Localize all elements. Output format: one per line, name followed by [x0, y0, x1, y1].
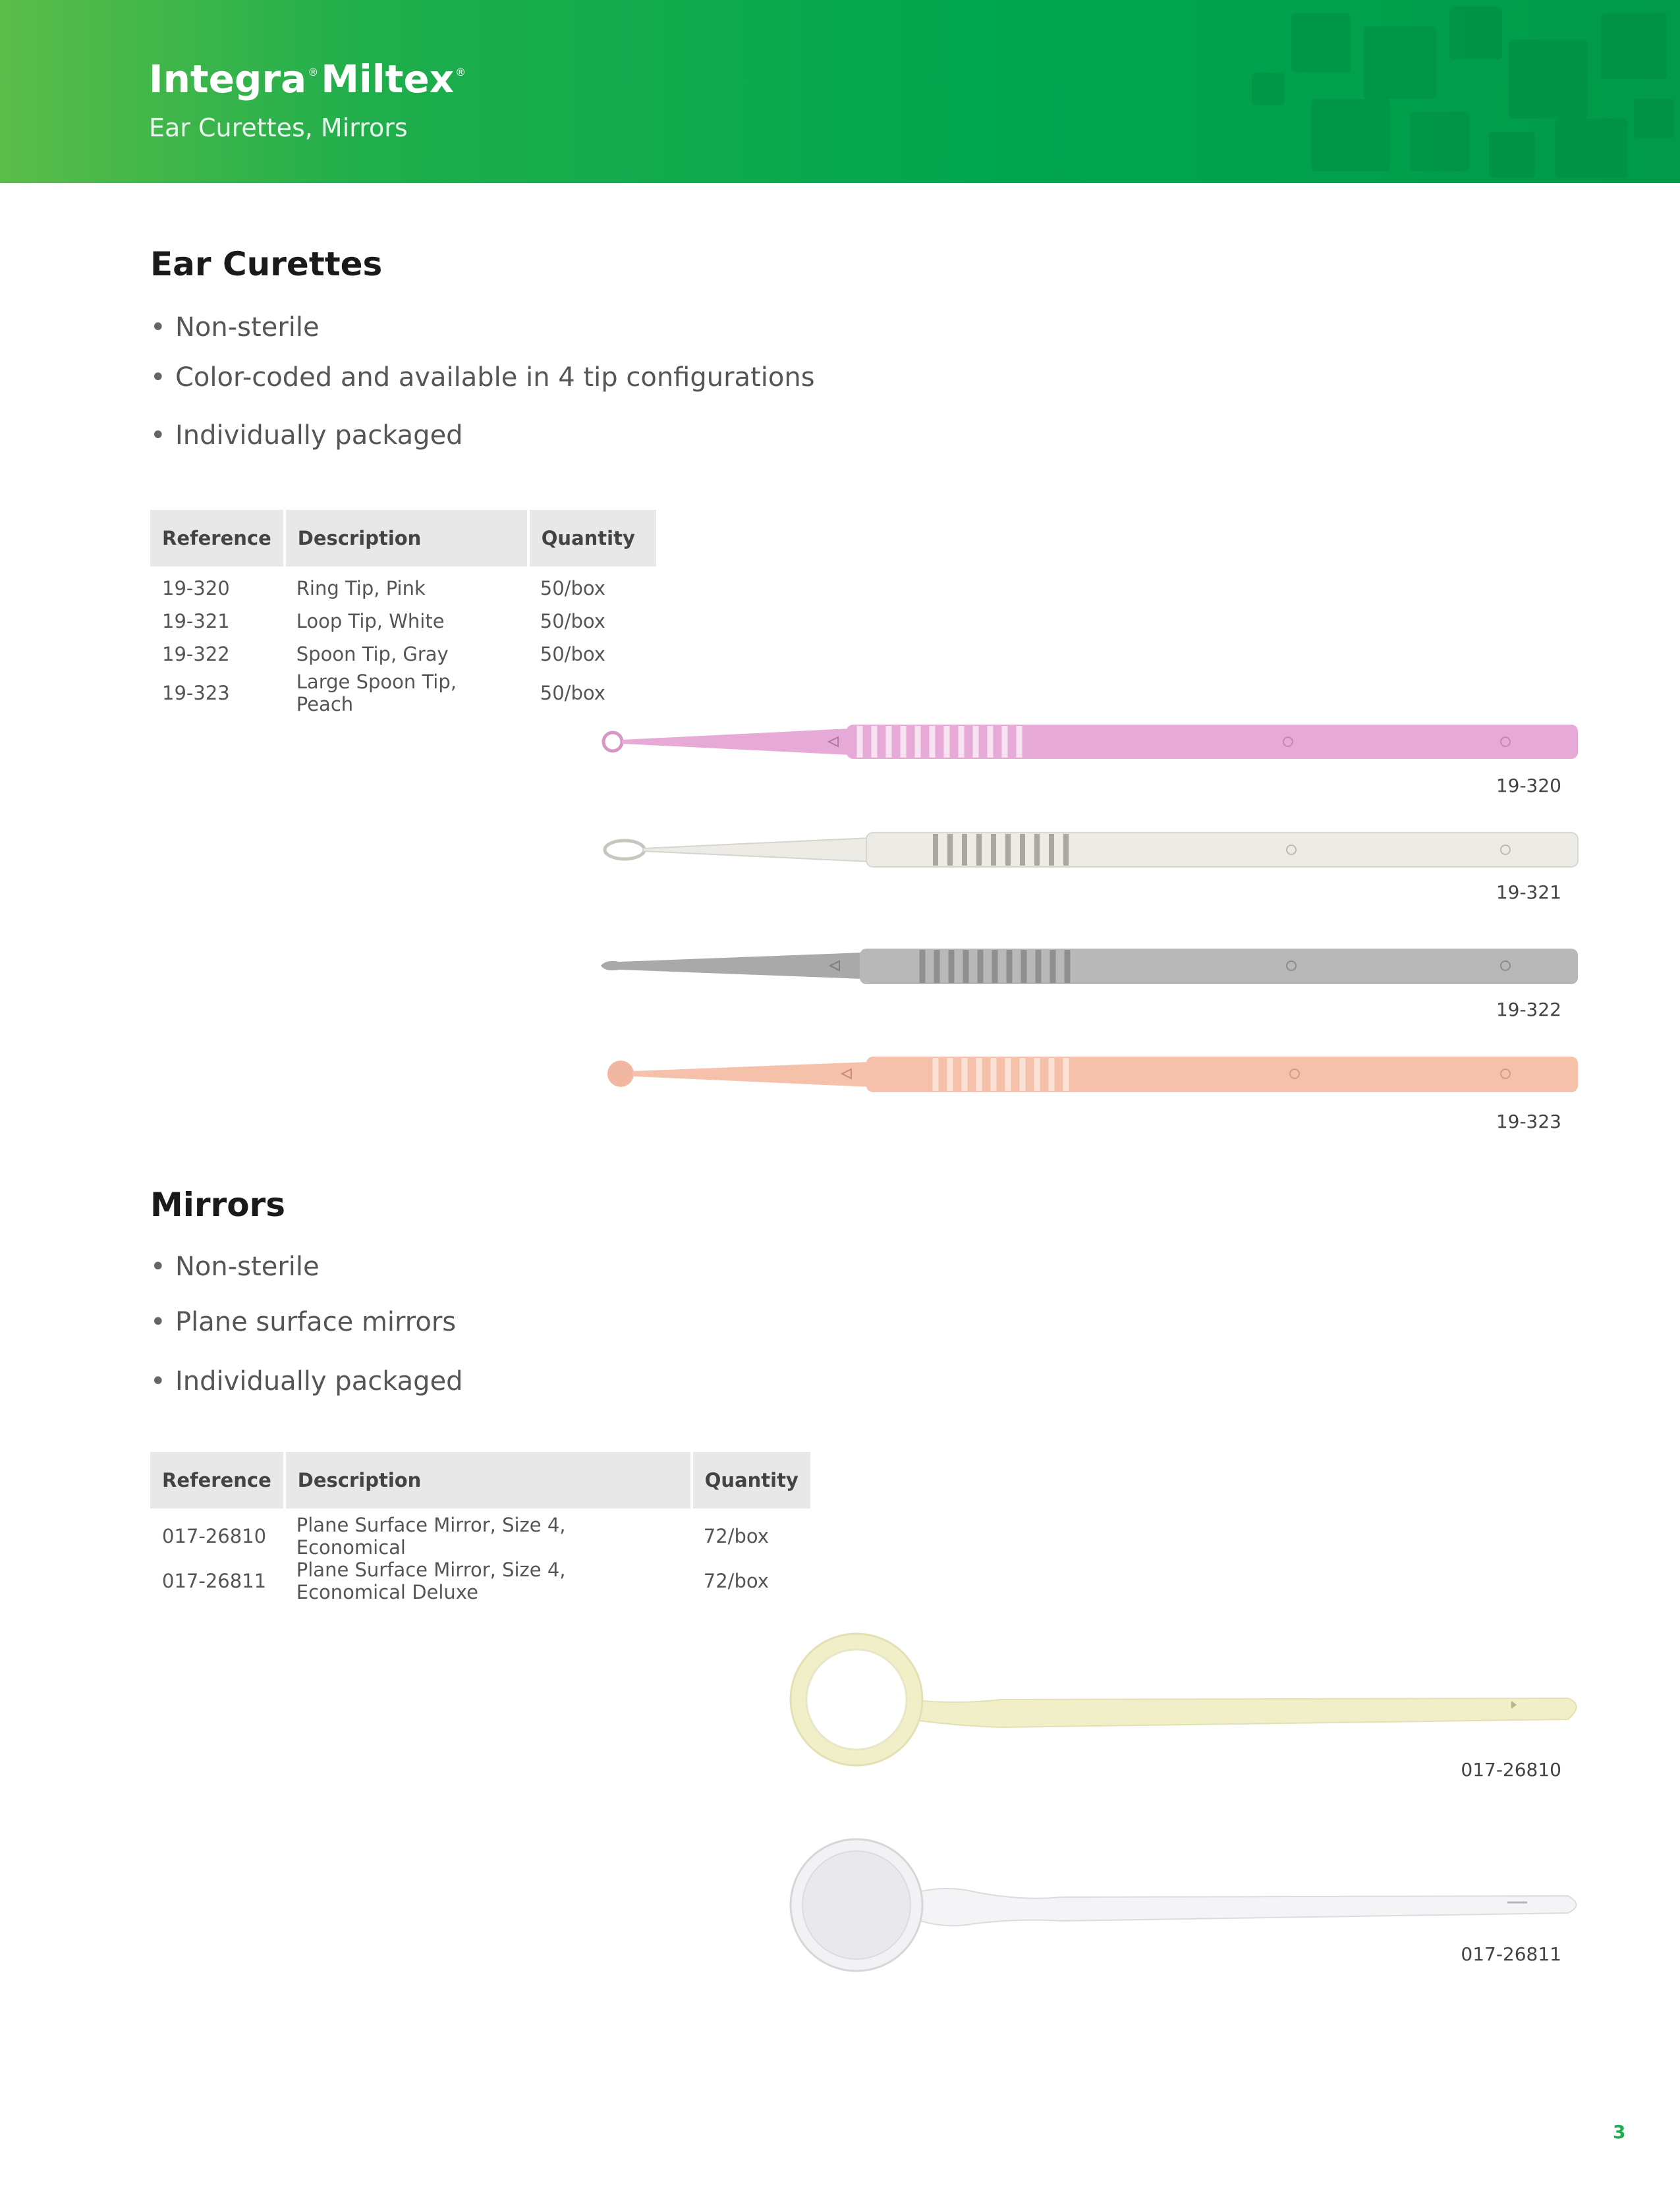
cell-quantity: 50/box — [540, 643, 605, 665]
mirrors-title: Mirrors — [150, 1186, 285, 1224]
image-caption: 19-323 — [1496, 1111, 1561, 1132]
cell-reference: 017-26810 — [162, 1525, 267, 1547]
bullet-item: • Individually packaged — [150, 420, 463, 451]
column-header: Reference — [150, 1452, 285, 1509]
table-row — [150, 1509, 810, 1559]
page-subtitle: Ear Curettes, Mirrors — [149, 113, 408, 142]
economical-mirror-icon — [784, 1627, 1588, 1772]
ring-tip-curette-icon — [593, 715, 1588, 768]
column-header: Quantity — [528, 510, 656, 567]
cell-description: Loop Tip, White — [296, 610, 445, 632]
column-header: Description — [285, 1452, 692, 1509]
bullet-item: • Non-sterile — [150, 312, 320, 343]
cell-description: Plane Surface Mirror, Size 4, Economical Deluxe — [296, 1559, 566, 1603]
image-caption: 19-321 — [1496, 881, 1561, 903]
page-number: 3 — [1613, 2121, 1626, 2143]
cell-quantity: 50/box — [540, 610, 605, 632]
cell-reference: 19-320 — [162, 577, 230, 599]
table-row — [150, 1559, 810, 1603]
cell-description: Plane Surface Mirror, Size 4, Economical — [296, 1514, 566, 1559]
ear-curettes-table — [150, 510, 656, 715]
cell-quantity: 50/box — [540, 577, 605, 599]
bullet-item: • Plane surface mirrors — [150, 1307, 457, 1337]
cell-reference: 017-26811 — [162, 1570, 267, 1592]
cell-quantity: 72/box — [703, 1525, 769, 1547]
loop-tip-curette-icon — [593, 822, 1588, 875]
mirrors-table — [150, 1452, 810, 1603]
ear-curettes-title: Ear Curettes — [150, 245, 383, 283]
cell-description: Ring Tip, Pink — [296, 577, 426, 599]
cell-reference: 19-322 — [162, 643, 230, 665]
brand-logo: Integra ®Miltex ® — [149, 57, 466, 101]
column-header: Reference — [150, 510, 285, 567]
bullet-item: • Non-sterile — [150, 1252, 320, 1282]
column-header: Quantity — [692, 1452, 810, 1509]
table-row — [150, 671, 656, 715]
spoon-tip-curette-icon — [593, 939, 1588, 992]
cell-quantity: 50/box — [540, 682, 605, 704]
cell-quantity: 72/box — [703, 1570, 769, 1592]
image-caption: 017-26811 — [1461, 1943, 1561, 1965]
header-banner — [0, 0, 1680, 183]
bullet-item: • Individually packaged — [150, 1366, 463, 1397]
bullet-item: • Color-coded and available in 4 tip configurations — [150, 362, 815, 393]
image-caption: 19-322 — [1496, 999, 1561, 1020]
column-header: Description — [285, 510, 528, 567]
image-caption: 017-26810 — [1461, 1759, 1561, 1781]
table-row — [150, 605, 656, 638]
table-row — [150, 638, 656, 671]
cell-reference: 19-323 — [162, 682, 230, 704]
cell-description: Large Spoon Tip, Peach — [296, 671, 457, 715]
large-spoon-tip-curette-icon — [593, 1049, 1588, 1101]
cell-reference: 19-321 — [162, 610, 230, 632]
table-row — [150, 567, 656, 605]
image-caption: 19-320 — [1496, 775, 1561, 796]
cell-description: Spoon Tip, Gray — [296, 643, 449, 665]
